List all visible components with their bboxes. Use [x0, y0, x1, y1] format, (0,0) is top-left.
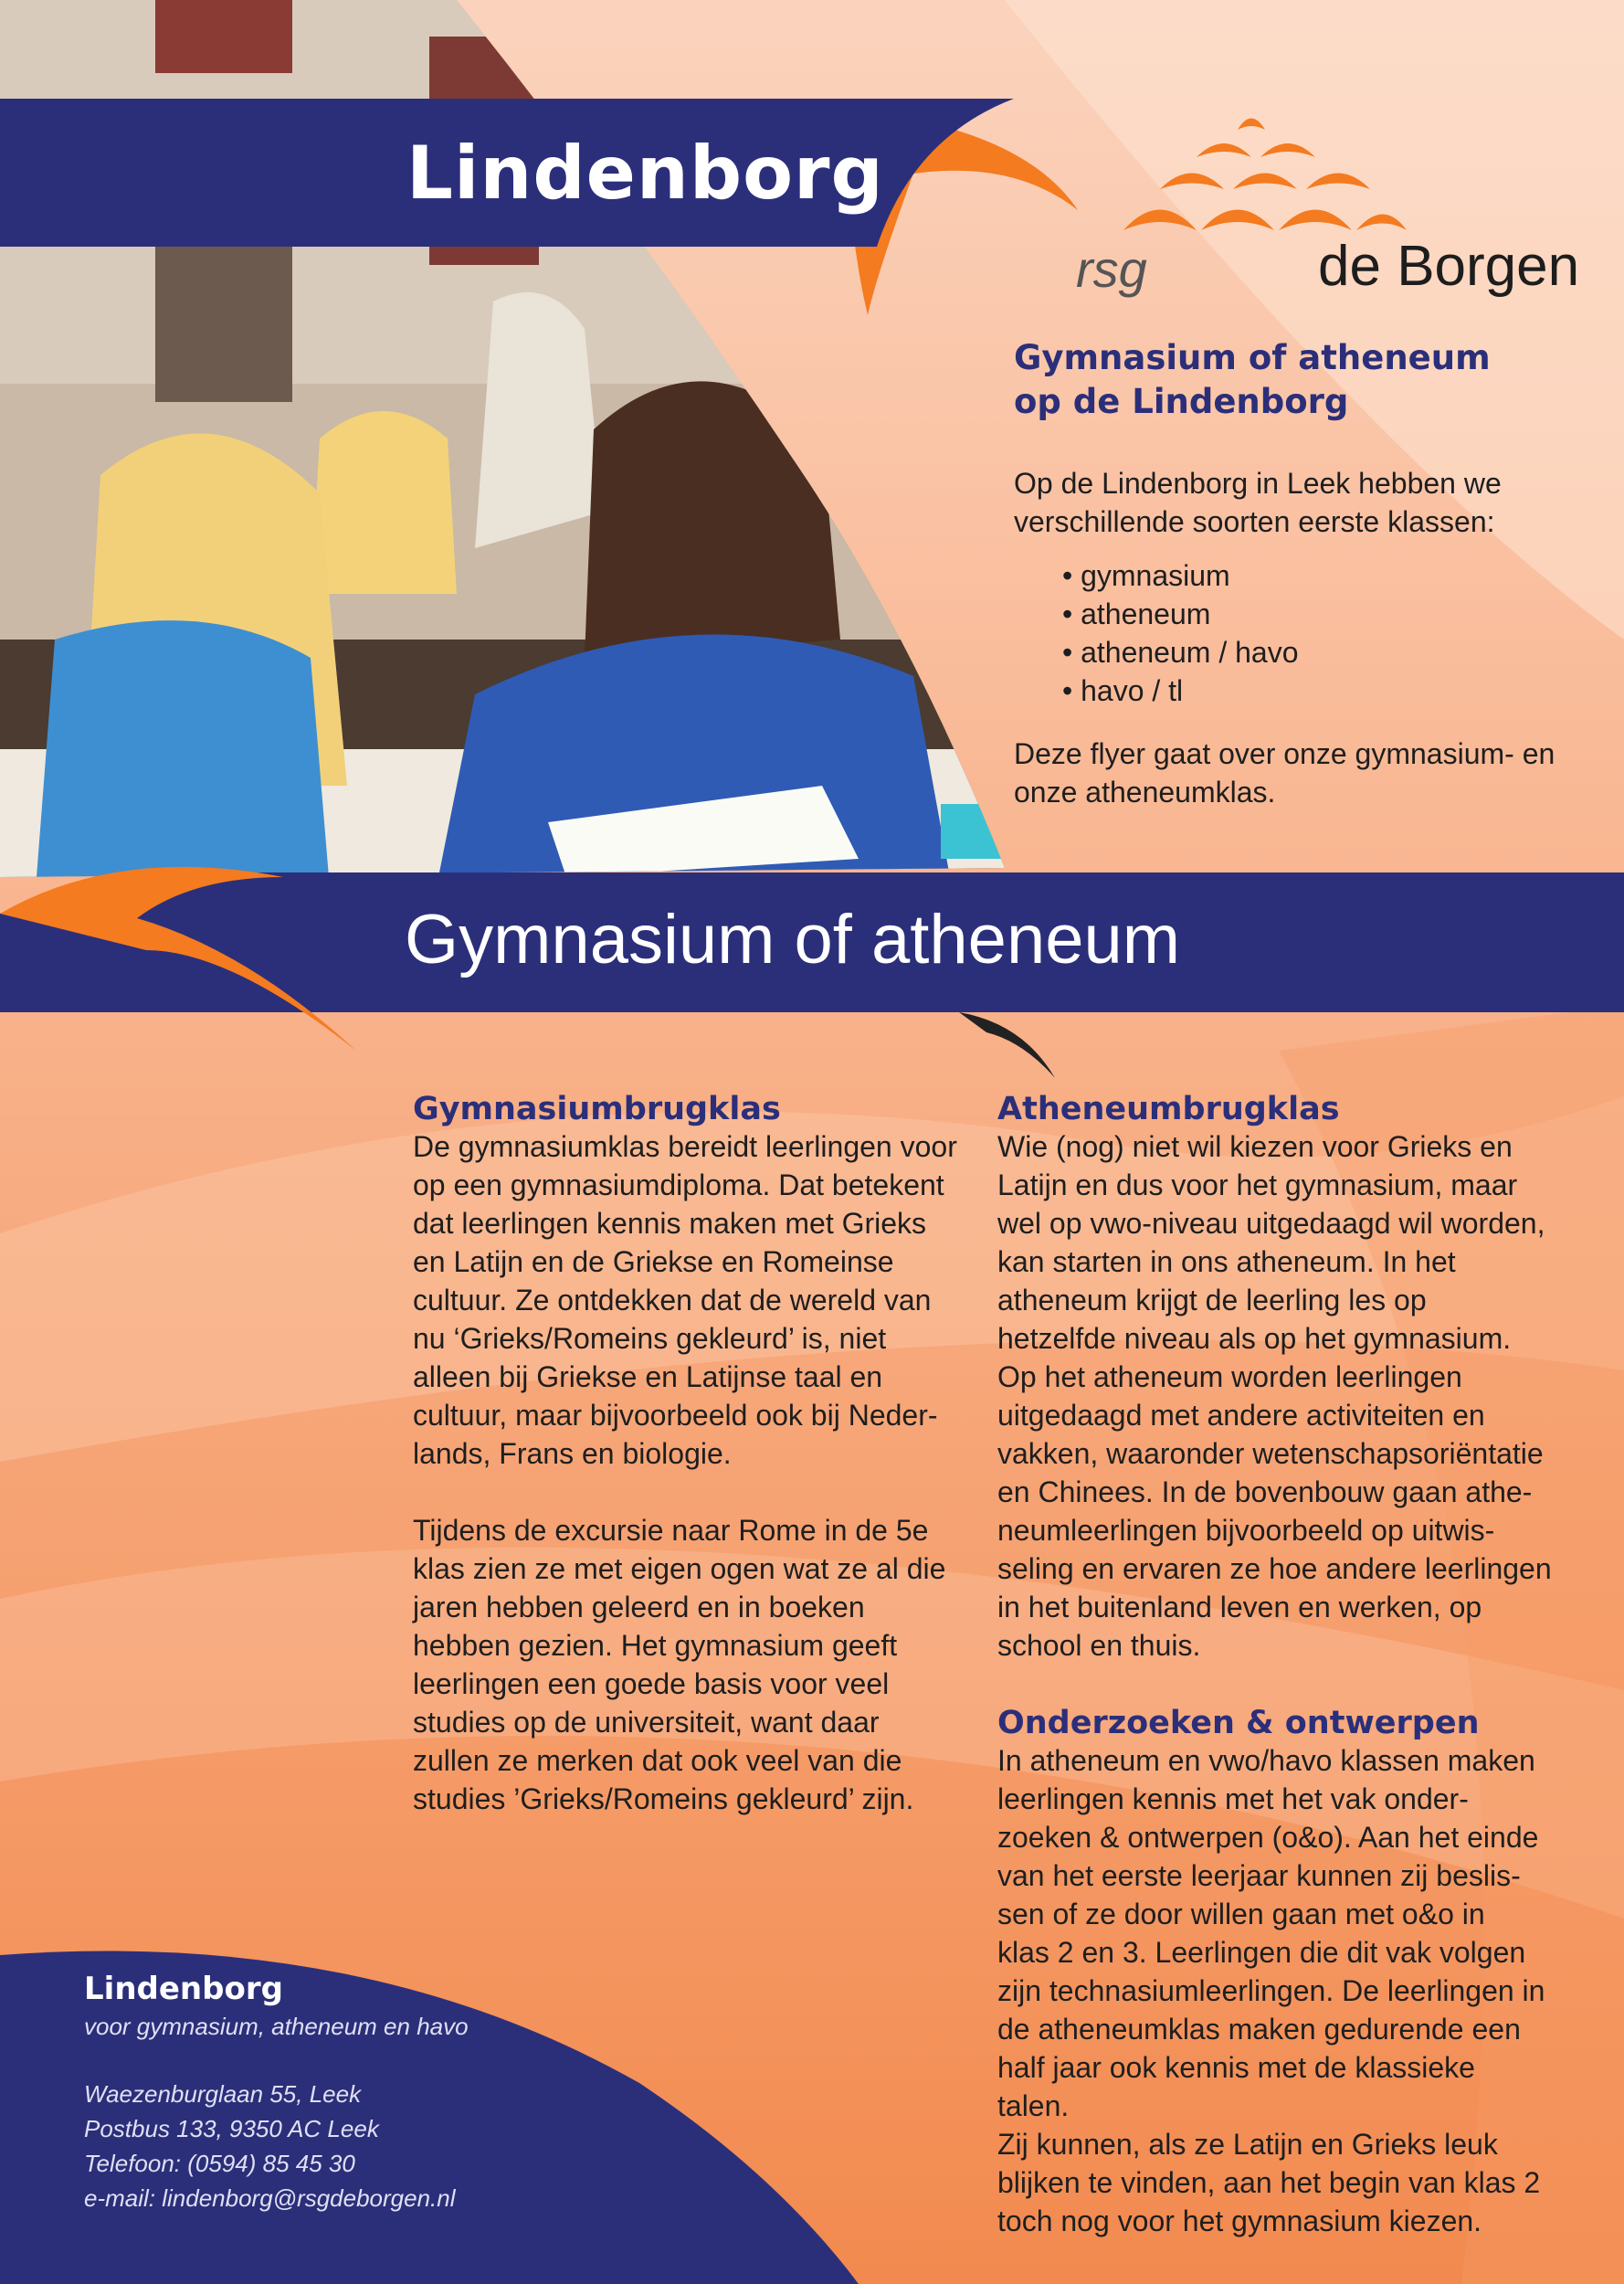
text-line: zijn technasiumleerlingen. De leerlingen in	[997, 1974, 1545, 2007]
text-line: studies ’Grieks/Romeins gekleurd’ zijn.	[413, 1782, 914, 1815]
onderzoeken-paragraph	[997, 1741, 1553, 2240]
text-line: van het eerste leerjaar kunnen zij beslis-	[997, 1859, 1521, 1892]
rsg-logo-icon	[1123, 102, 1407, 239]
intro-text-line: Op de Lindenborg in Leek hebben we	[1014, 467, 1502, 500]
text-line: uitgedaagd met andere activiteiten en	[997, 1399, 1485, 1432]
intro-title-line: op de Lindenborg	[1014, 382, 1349, 421]
text-line: De gymnasiumklas bereidt leerlingen voor	[413, 1130, 957, 1163]
intro-title-line: Gymnasium of atheneum	[1014, 338, 1491, 377]
text-line: zoeken & ontwerpen (o&o). Aan het einde	[997, 1821, 1539, 1854]
gymnasium-heading: Gymnasiumbrugklas	[413, 1091, 781, 1127]
footer-phone: Telefoon: (0594) 85 45 30	[84, 2150, 355, 2177]
text-line: Zij kunnen, als ze Latijn en Grieks leuk	[997, 2128, 1498, 2161]
text-line: hetzelfde niveau als op het gymnasium.	[997, 1322, 1512, 1355]
text-line: cultuur, maar bijvoorbeeld ook bij Neder-	[413, 1399, 938, 1432]
gymnasium-paragraph-1	[413, 1127, 968, 1473]
text-line: Op het atheneum worden leerlingen	[997, 1360, 1462, 1393]
footer-email: e-mail: lindenborg@rsgdeborgen.nl	[84, 2184, 456, 2212]
logo-rsg-text: rsg	[1076, 240, 1147, 298]
text-line: nu ‘Grieks/Romeins gekleurd’ is, niet	[413, 1322, 887, 1355]
text-line: lands, Frans en biologie.	[413, 1437, 732, 1470]
text-line: vakken, waaronder wetenschapsoriëntatie	[997, 1437, 1544, 1470]
intro-text	[1014, 464, 1589, 541]
footer-address: Waezenburglaan 55, Leek	[84, 2080, 362, 2108]
atheneum-paragraph	[997, 1127, 1553, 1665]
intro-title	[1014, 336, 1562, 424]
text-line: zullen ze merken dat ook veel van die	[413, 1744, 902, 1777]
text-line: de atheneumklas maken gedurende een	[997, 2013, 1521, 2046]
class-type-list	[1062, 556, 1298, 710]
footer-school-name: Lindenborg	[84, 1971, 283, 2007]
gymnasium-column	[413, 1091, 968, 1818]
class-type-item: • gymnasium	[1062, 556, 1298, 595]
text-line: neumleerlingen bijvoorbeeld op uitwis-	[997, 1514, 1495, 1547]
text-line: seling en ervaren ze hoe andere leerlingen	[997, 1552, 1552, 1585]
text-line: jaren hebben geleerd en in boeken	[413, 1591, 865, 1623]
footer-tagline: voor gymnasium, atheneum en havo	[84, 2013, 469, 2040]
atheneum-column	[997, 1091, 1553, 2240]
logo-borgen-text: de Borgen	[1318, 235, 1580, 298]
class-type-item: • atheneum	[1062, 595, 1298, 633]
onderzoeken-heading: Onderzoeken & ontwerpen	[997, 1705, 1480, 1741]
intro-outro-line: Deze flyer gaat over onze gymnasium- en	[1014, 737, 1555, 770]
text-line: blijken te vinden, aan het begin van klas 2	[997, 2166, 1541, 2199]
text-line: dat leerlingen kennis maken met Grieks	[413, 1207, 927, 1240]
text-line: in het buitenland leven en werken, op	[997, 1591, 1482, 1623]
class-type-item: • havo / tl	[1062, 671, 1298, 710]
text-line: leerlingen een goede basis voor veel	[413, 1667, 890, 1700]
text-line: klas zien ze met eigen ogen wat ze al die	[413, 1552, 946, 1585]
class-type-item: • atheneum / havo	[1062, 633, 1298, 671]
text-line: In atheneum en vwo/havo klassen maken	[997, 1744, 1535, 1777]
text-line: kan starten in ons atheneum. In het	[997, 1245, 1456, 1278]
section-title: Gymnasium of atheneum	[405, 901, 1181, 978]
text-line: Tijdens de excursie naar Rome in de 5e	[413, 1514, 929, 1547]
intro-text-line: verschillende soorten eerste klassen:	[1014, 505, 1495, 538]
text-line: atheneum krijgt de leerling les op	[997, 1284, 1427, 1316]
text-line: wel op vwo-niveau uitgedaagd wil worden,	[997, 1207, 1545, 1240]
text-line: en Latijn en de Griekse en Romeinse	[413, 1245, 894, 1278]
text-line: studies op de universiteit, want daar	[413, 1706, 880, 1739]
text-line: hebben gezien. Het gymnasium geeft	[413, 1629, 898, 1662]
text-line: op een gymnasiumdiploma. Dat betekent	[413, 1168, 944, 1201]
text-line: Latijn en dus voor het gymnasium, maar	[997, 1168, 1518, 1201]
text-line: Wie (nog) niet wil kiezen voor Grieks en	[997, 1130, 1513, 1163]
atheneum-heading: Atheneumbrugklas	[997, 1091, 1340, 1127]
contact-block	[84, 1969, 469, 2215]
text-line: klas 2 en 3. Leerlingen die dit vak volgen	[997, 1936, 1526, 1969]
text-line: cultuur. Ze ontdekken dat de wereld van	[413, 1284, 932, 1316]
text-line: half jaar ook kennis met de klassieke talen.	[997, 2051, 1475, 2122]
footer-postbus: Postbus 133, 9350 AC Leek	[84, 2115, 379, 2142]
intro-outro	[1014, 735, 1589, 811]
text-line: school en thuis.	[997, 1629, 1201, 1662]
text-line: toch nog voor het gymnasium kiezen.	[997, 2205, 1482, 2237]
text-line: alleen bij Griekse en Latijnse taal en	[413, 1360, 883, 1393]
text-line: en Chinees. In de bovenbouw gaan athe-	[997, 1475, 1533, 1508]
intro-outro-line: onze atheneumklas.	[1014, 776, 1276, 809]
school-title: Lindenborg	[406, 131, 884, 216]
text-line: sen of ze door willen gaan met o&o in	[997, 1898, 1485, 1930]
text-line: leerlingen kennis met het vak onder-	[997, 1782, 1469, 1815]
gymnasium-paragraph-2	[413, 1511, 968, 1818]
